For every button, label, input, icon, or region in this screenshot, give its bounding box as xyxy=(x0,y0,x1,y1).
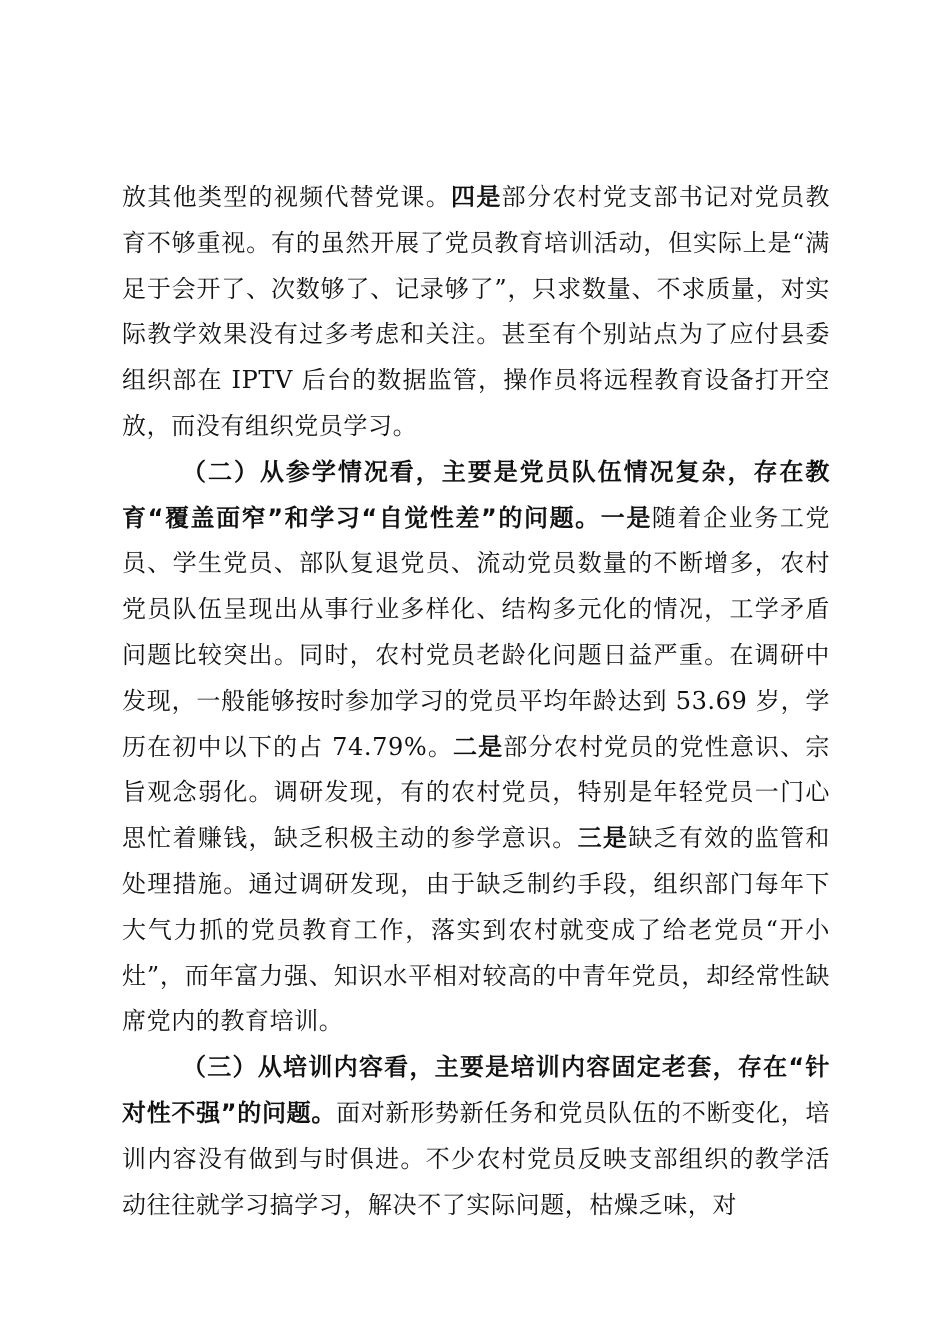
paragraph-1-run-1: 放其他类型的视频代替党课。 xyxy=(122,183,452,211)
paragraph-2 xyxy=(122,450,830,1045)
paragraph-2-run-5: 部分农村党员的党性意识、宗旨观念弱化。调研发现，有的农村党员，特别是年轻党员一门心思忙着赚钱，缺乏积极主动的参学意识。 xyxy=(122,732,830,853)
paragraph-2-run-2-bold: 一是 xyxy=(600,503,652,532)
paragraph-1 xyxy=(122,175,830,450)
paragraph-3-heading: （三）从培训内容看，主要是培训内容固定老套，存在“针对性不强”的问题。 xyxy=(122,1053,830,1127)
paragraph-2-run-6-bold: 三是 xyxy=(577,824,629,853)
paragraph-1-run-2-bold: 四是 xyxy=(451,183,502,211)
paragraph-2-run-3: 随着企业务工党员、学生党员、部队复退党员、流动党员数量的不断增多，农村党员队伍呈现出从事行业多样化、结构多元化的情况，工学矛盾问题比较突出。同时，农村党员老龄化问题日益严重。在调研中发现，一般能够按时参加学习的党员平均年龄达到 53.69 岁，学历在初中以下的占 74.79%。 xyxy=(122,503,831,761)
paragraph-1-run-3: 部分农村党支部书记对党员教育不够重视。有的虽然开展了党员教育培训活动，但实际上是“满足于会开了、次数够了、记录够了”，只求数量、不求质量，对实际教学效果没有过多考虑和关注。甚至有个别站点为了应付县委组织部在 IPTV 后台的数据监管，操作员将远程教育设备打开空放，而没有组织党员学习。 xyxy=(122,183,830,440)
paragraph-2-run-7: 缺乏有效的监管和处理措施。通过调研发现，由于缺乏制约手段，组织部门每年下大气力抓的党员教育工作，落实到农村就变成了给老党员“开小灶”，而年富力强、知识水平相对较高的中青年党员，却经常性缺席党内的教育培训。 xyxy=(122,824,830,1036)
paragraph-2-run-4-bold: 二是 xyxy=(453,732,504,761)
paragraph-2-heading: （二）从参学情况看，主要是党员队伍情况复杂，存在教育“覆盖面窄”和学习“自觉性差”的问题。 xyxy=(122,457,830,532)
paragraph-3 xyxy=(122,1045,830,1228)
paragraph-3-run-2: 面对新形势新任务和党员队伍的不断变化，培训内容没有做到与时俱进。不少农村党员反映支部组织的教学活动往往就学习搞学习，解决不了实际问题，枯燥乏味，对 xyxy=(122,1098,830,1219)
document-body xyxy=(122,175,830,1228)
